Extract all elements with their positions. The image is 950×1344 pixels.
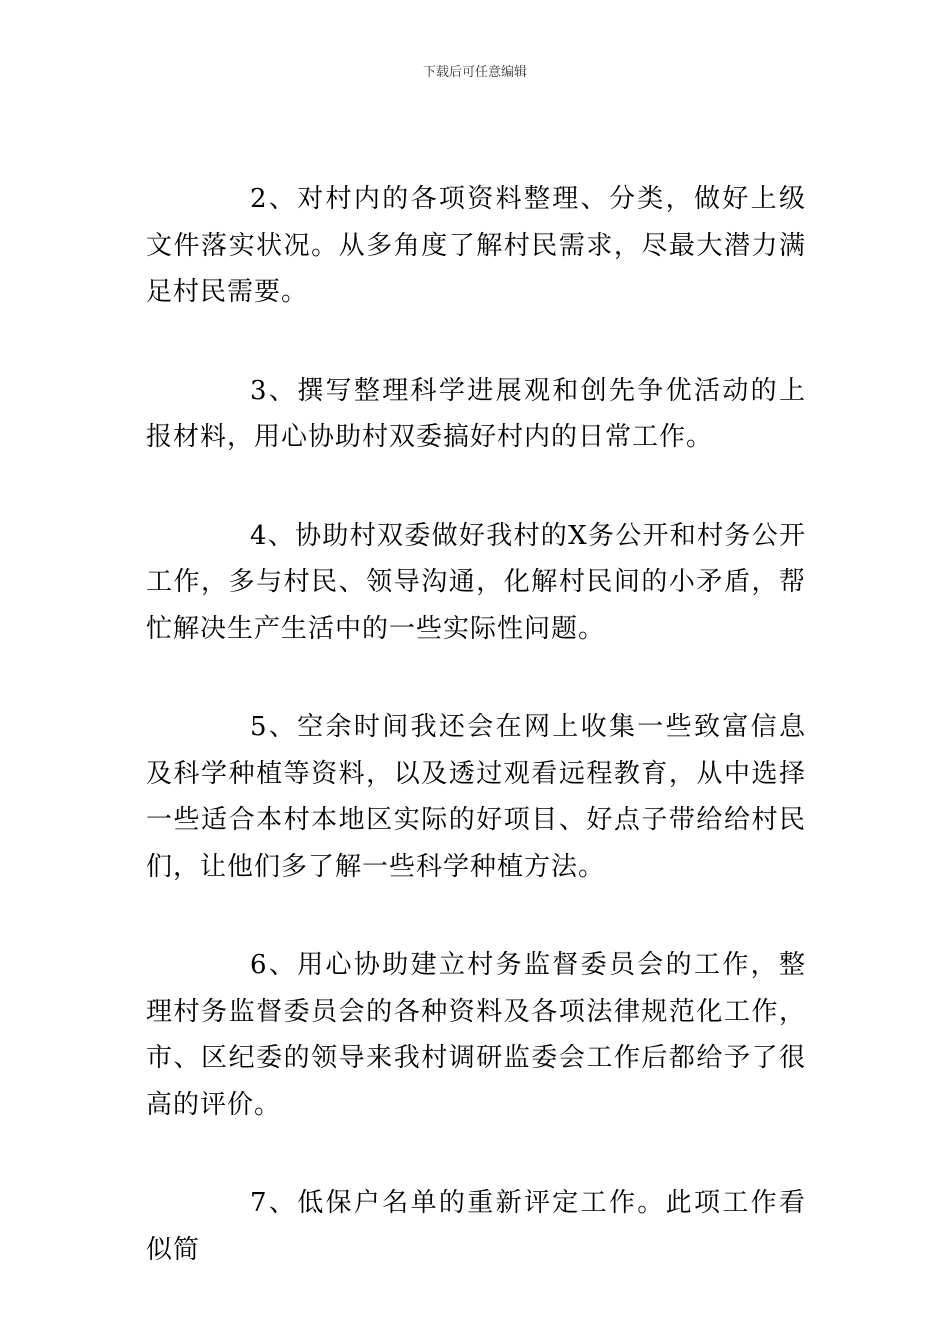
paragraph-item-6: 6、用心协助建立村务监督委员会的工作，整理村务监督委员会的各种资料及各项法律规范化工作，市、区纪委的领导来我村调研监委会工作后都给予了很高的评价。: [146, 950, 806, 1120]
document-body: [146, 176, 806, 1325]
paragraph-item-2: 2、对村内的各项资料整理、分类，做好上级文件落实状况。从多角度了解村民需求，尽最大潜力满足村民需要。: [146, 184, 806, 307]
paragraph-item-4: 4、协助村双委做好我村的X务公开和村务公开工作，多与村民、领导沟通，化解村民间的小矛盾，帮忙解决生产生活中的一些实际性问题。: [146, 520, 806, 644]
paragraph-item-7: 7、低保户名单的重新评定工作。此项工作看似简: [146, 1188, 806, 1265]
paragraph-item-5: 5、空余时间我还会在网上收集一些致富信息及科学种植等资料，以及透过观看远程教育，从中选择一些适合本村本地区实际的好项目、好点子带给给村民们，让他们多了解一些科学种植方法。: [146, 712, 806, 882]
page-header-note: 下载后可任意编辑: [422, 65, 527, 80]
paragraph-item-3: 3、撰写整理科学进展观和创先争优活动的上报材料，用心协助村双委搞好村内的日常工作。: [146, 375, 806, 452]
